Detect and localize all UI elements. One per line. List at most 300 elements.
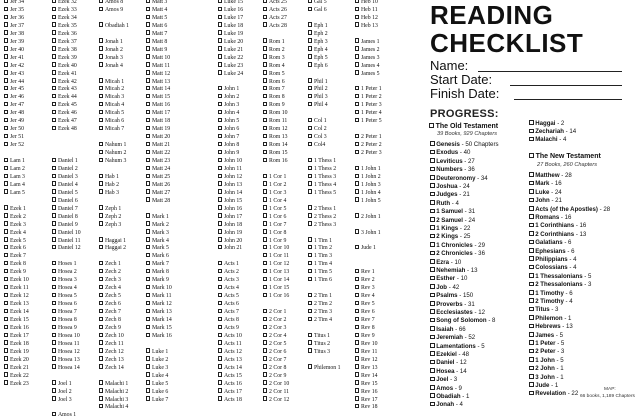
- chapter-item[interactable]: [355, 101, 382, 109]
- checkbox-icon[interactable]: [218, 30, 222, 34]
- checkbox-icon[interactable]: [218, 15, 222, 19]
- checkbox-icon[interactable]: [146, 70, 150, 74]
- checkbox-icon[interactable]: [52, 62, 56, 66]
- chapter-item[interactable]: [308, 133, 327, 141]
- chapter-item[interactable]: [355, 380, 378, 388]
- checkbox-icon[interactable]: [146, 54, 150, 58]
- checkbox-icon[interactable]: [355, 7, 359, 11]
- checkbox-icon[interactable]: [4, 70, 8, 74]
- chapter-item[interactable]: [355, 372, 378, 380]
- chapter-item[interactable]: [308, 125, 327, 133]
- checkbox-icon[interactable]: [52, 38, 56, 42]
- chapter-item[interactable]: [355, 14, 378, 22]
- chapter-item[interactable]: [218, 332, 242, 340]
- checkbox-icon[interactable]: [308, 166, 312, 170]
- checkbox-icon[interactable]: [99, 364, 103, 368]
- checkbox-icon[interactable]: [218, 380, 222, 384]
- chapter-item[interactable]: [4, 141, 24, 149]
- chapter-item[interactable]: [52, 332, 80, 340]
- checkbox-icon[interactable]: [52, 70, 56, 74]
- chapter-item[interactable]: [263, 213, 286, 221]
- chapter-item[interactable]: [4, 380, 29, 388]
- chapter-item[interactable]: [218, 244, 242, 252]
- chapter-item[interactable]: [146, 30, 167, 38]
- checkbox-icon[interactable]: [99, 325, 103, 329]
- checkbox-icon[interactable]: [355, 229, 359, 233]
- chapter-item[interactable]: [4, 117, 24, 125]
- chapter-item[interactable]: [355, 229, 381, 237]
- checkbox-icon[interactable]: [263, 54, 267, 58]
- checkbox-icon[interactable]: [430, 343, 435, 348]
- chapter-item[interactable]: [4, 276, 29, 284]
- chapter-item[interactable]: [308, 157, 336, 165]
- checkbox-icon[interactable]: [52, 54, 56, 58]
- chapter-item[interactable]: [4, 173, 25, 181]
- checkbox-icon[interactable]: [146, 277, 150, 281]
- checkbox-icon[interactable]: [99, 189, 103, 193]
- checkbox-icon[interactable]: [4, 380, 8, 384]
- checkbox-icon[interactable]: [308, 364, 312, 368]
- chapter-item[interactable]: [355, 165, 381, 173]
- checkbox-icon[interactable]: [263, 15, 267, 19]
- chapter-item[interactable]: [218, 30, 243, 38]
- checkbox-icon[interactable]: [146, 0, 150, 3]
- checkbox-icon[interactable]: [430, 225, 435, 230]
- chapter-item[interactable]: [146, 173, 170, 181]
- checkbox-icon[interactable]: [146, 94, 150, 98]
- chapter-item[interactable]: [99, 396, 128, 404]
- chapter-item[interactable]: [146, 117, 170, 125]
- chapter-item[interactable]: [218, 300, 239, 308]
- checkbox-icon[interactable]: [218, 396, 222, 400]
- chapter-item[interactable]: [4, 157, 25, 165]
- chapter-item[interactable]: [146, 260, 169, 268]
- chapter-item[interactable]: [146, 181, 170, 189]
- checkbox-icon[interactable]: [218, 372, 222, 376]
- checkbox-icon[interactable]: [263, 134, 267, 138]
- checkbox-icon[interactable]: [4, 54, 8, 58]
- chapter-item[interactable]: [146, 300, 172, 308]
- chapter-item[interactable]: [146, 101, 170, 109]
- chapter-item[interactable]: [146, 244, 169, 252]
- checkbox-icon[interactable]: [308, 340, 312, 344]
- checkbox-icon[interactable]: [99, 126, 103, 130]
- chapter-item[interactable]: [355, 62, 380, 70]
- checkbox-icon[interactable]: [355, 372, 359, 376]
- checkbox-icon[interactable]: [4, 205, 8, 209]
- checkbox-icon[interactable]: [263, 229, 267, 233]
- checkbox-icon[interactable]: [263, 237, 267, 241]
- chapter-item[interactable]: [308, 340, 330, 348]
- chapter-item[interactable]: [146, 276, 169, 284]
- checkbox-icon[interactable]: [355, 54, 359, 58]
- chapter-item[interactable]: [4, 101, 24, 109]
- checkbox-icon[interactable]: [218, 205, 222, 209]
- chapter-item[interactable]: [146, 348, 168, 356]
- chapter-item[interactable]: [99, 205, 121, 213]
- checkbox-icon[interactable]: [99, 388, 103, 392]
- chapter-item[interactable]: [308, 93, 328, 101]
- checkbox-icon[interactable]: [430, 200, 435, 205]
- checkbox-icon[interactable]: [52, 7, 56, 11]
- checkbox-icon[interactable]: [146, 364, 150, 368]
- checkbox-icon[interactable]: [263, 150, 267, 154]
- checkbox-icon[interactable]: [263, 348, 267, 352]
- chapter-item[interactable]: [218, 284, 239, 292]
- checkbox-icon[interactable]: [218, 197, 222, 201]
- chapter-item[interactable]: [218, 6, 243, 14]
- chapter-item[interactable]: [146, 221, 169, 229]
- chapter-item[interactable]: [263, 268, 289, 276]
- chapter-item[interactable]: [218, 348, 242, 356]
- checkbox-icon[interactable]: [429, 123, 434, 128]
- chapter-item[interactable]: [52, 14, 77, 22]
- checkbox-icon[interactable]: [52, 22, 56, 26]
- checkbox-icon[interactable]: [529, 231, 534, 236]
- checkbox-icon[interactable]: [99, 348, 103, 352]
- book-item[interactable]: [430, 400, 463, 409]
- checkbox-icon[interactable]: [99, 205, 103, 209]
- checkbox-icon[interactable]: [263, 197, 267, 201]
- checkbox-icon[interactable]: [263, 325, 267, 329]
- checkbox-icon[interactable]: [355, 364, 359, 368]
- chapter-item[interactable]: [4, 6, 24, 14]
- chapter-item[interactable]: [263, 22, 287, 30]
- chapter-item[interactable]: [146, 109, 170, 117]
- checkbox-icon[interactable]: [355, 333, 359, 337]
- chapter-item[interactable]: [263, 189, 286, 197]
- checkbox-icon[interactable]: [430, 301, 435, 306]
- checkbox-icon[interactable]: [52, 0, 56, 3]
- chapter-item[interactable]: [355, 340, 378, 348]
- chapter-item[interactable]: [4, 38, 24, 46]
- checkbox-icon[interactable]: [430, 158, 435, 163]
- checkbox-icon[interactable]: [146, 86, 150, 90]
- checkbox-icon[interactable]: [146, 356, 150, 360]
- checkbox-icon[interactable]: [263, 396, 267, 400]
- chapter-item[interactable]: [99, 380, 128, 388]
- chapter-item[interactable]: [52, 173, 78, 181]
- checkbox-icon[interactable]: [52, 181, 56, 185]
- checkbox-icon[interactable]: [263, 0, 267, 3]
- chapter-item[interactable]: [99, 332, 124, 340]
- checkbox-icon[interactable]: [218, 293, 222, 297]
- chapter-item[interactable]: [308, 268, 332, 276]
- checkbox-icon[interactable]: [218, 181, 222, 185]
- chapter-item[interactable]: [146, 6, 167, 14]
- chapter-item[interactable]: [218, 173, 242, 181]
- chapter-item[interactable]: [52, 396, 72, 404]
- chapter-item[interactable]: [99, 348, 124, 356]
- checkbox-icon[interactable]: [308, 317, 312, 321]
- checkbox-icon[interactable]: [4, 340, 8, 344]
- chapter-item[interactable]: [308, 46, 328, 54]
- checkbox-icon[interactable]: [146, 126, 150, 130]
- checkbox-icon[interactable]: [355, 356, 359, 360]
- chapter-item[interactable]: [218, 38, 243, 46]
- chapter-item[interactable]: [263, 348, 286, 356]
- checkbox-icon[interactable]: [355, 197, 359, 201]
- chapter-item[interactable]: [218, 197, 242, 205]
- checkbox-icon[interactable]: [4, 94, 8, 98]
- chapter-item[interactable]: [218, 85, 239, 93]
- chapter-item[interactable]: [52, 85, 77, 93]
- checkbox-icon[interactable]: [430, 251, 435, 256]
- chapter-item[interactable]: [146, 125, 170, 133]
- checkbox-icon[interactable]: [263, 309, 267, 313]
- checkbox-icon[interactable]: [218, 325, 222, 329]
- checkbox-icon[interactable]: [146, 317, 150, 321]
- checkbox-icon[interactable]: [529, 357, 534, 362]
- checkbox-icon[interactable]: [263, 388, 267, 392]
- chapter-item[interactable]: [355, 93, 382, 101]
- chapter-item[interactable]: [99, 388, 128, 396]
- chapter-item[interactable]: [4, 244, 26, 252]
- checkbox-icon[interactable]: [218, 110, 222, 114]
- chapter-item[interactable]: [99, 364, 124, 372]
- checkbox-icon[interactable]: [355, 285, 359, 289]
- checkbox-icon[interactable]: [355, 38, 359, 42]
- chapter-item[interactable]: [52, 324, 77, 332]
- chapter-item[interactable]: [263, 70, 285, 78]
- checkbox-icon[interactable]: [4, 0, 8, 3]
- chapter-item[interactable]: [308, 252, 332, 260]
- checkbox-icon[interactable]: [4, 237, 8, 241]
- checkbox-icon[interactable]: [529, 315, 534, 320]
- checkbox-icon[interactable]: [4, 15, 8, 19]
- chapter-item[interactable]: [146, 46, 167, 54]
- chapter-item[interactable]: [263, 85, 285, 93]
- checkbox-icon[interactable]: [99, 356, 103, 360]
- chapter-item[interactable]: [52, 93, 77, 101]
- chapter-item[interactable]: [4, 213, 26, 221]
- checkbox-icon[interactable]: [529, 324, 534, 329]
- chapter-item[interactable]: [52, 237, 80, 245]
- chapter-item[interactable]: [52, 340, 80, 348]
- checkbox-icon[interactable]: [52, 94, 56, 98]
- chapter-item[interactable]: [146, 284, 172, 292]
- checkbox-icon[interactable]: [355, 293, 359, 297]
- checkbox-icon[interactable]: [4, 285, 8, 289]
- chapter-item[interactable]: [263, 372, 286, 380]
- checkbox-icon[interactable]: [355, 348, 359, 352]
- checkbox-icon[interactable]: [430, 335, 435, 340]
- chapter-item[interactable]: [308, 181, 336, 189]
- checkbox-icon[interactable]: [99, 174, 103, 178]
- chapter-item[interactable]: [218, 316, 239, 324]
- checkbox-icon[interactable]: [430, 402, 435, 407]
- checkbox-icon[interactable]: [52, 174, 56, 178]
- chapter-item[interactable]: [52, 364, 80, 372]
- checkbox-icon[interactable]: [263, 174, 267, 178]
- checkbox-icon[interactable]: [52, 197, 56, 201]
- checkbox-icon[interactable]: [146, 285, 150, 289]
- chapter-item[interactable]: [218, 181, 242, 189]
- chapter-item[interactable]: [355, 276, 375, 284]
- checkbox-icon[interactable]: [263, 285, 267, 289]
- chapter-item[interactable]: [263, 101, 285, 109]
- checkbox-icon[interactable]: [355, 174, 359, 178]
- chapter-item[interactable]: [308, 117, 327, 125]
- chapter-item[interactable]: [99, 237, 126, 245]
- checkbox-icon[interactable]: [52, 364, 56, 368]
- chapter-item[interactable]: [4, 316, 29, 324]
- chapter-item[interactable]: [218, 125, 239, 133]
- chapter-item[interactable]: [99, 300, 121, 308]
- chapter-item[interactable]: [52, 300, 77, 308]
- checkbox-icon[interactable]: [529, 214, 534, 219]
- chapter-item[interactable]: [308, 332, 330, 340]
- chapter-item[interactable]: [4, 93, 24, 101]
- chapter-item[interactable]: [4, 300, 29, 308]
- chapter-item[interactable]: [52, 22, 77, 30]
- chapter-item[interactable]: [308, 173, 336, 181]
- checkbox-icon[interactable]: [263, 102, 267, 106]
- checkbox-icon[interactable]: [52, 78, 56, 82]
- checkbox-icon[interactable]: [529, 298, 534, 303]
- checkbox-icon[interactable]: [218, 70, 222, 74]
- chapter-item[interactable]: [4, 356, 29, 364]
- checkbox-icon[interactable]: [146, 181, 150, 185]
- chapter-item[interactable]: [355, 244, 376, 252]
- checkbox-icon[interactable]: [4, 317, 8, 321]
- chapter-item[interactable]: [99, 284, 121, 292]
- chapter-item[interactable]: [308, 348, 330, 356]
- chapter-item[interactable]: [52, 109, 77, 117]
- checkbox-icon[interactable]: [263, 205, 267, 209]
- checkbox-icon[interactable]: [218, 150, 222, 154]
- chapter-item[interactable]: [4, 237, 26, 245]
- checkbox-icon[interactable]: [355, 309, 359, 313]
- checkbox-icon[interactable]: [355, 404, 359, 408]
- chapter-item[interactable]: [218, 54, 243, 62]
- chapter-item[interactable]: [146, 364, 168, 372]
- checkbox-icon[interactable]: [263, 46, 267, 50]
- checkbox-icon[interactable]: [263, 181, 267, 185]
- checkbox-icon[interactable]: [146, 7, 150, 11]
- chapter-item[interactable]: [99, 316, 121, 324]
- chapter-item[interactable]: [52, 117, 77, 125]
- checkbox-icon[interactable]: [218, 237, 222, 241]
- checkbox-icon[interactable]: [146, 102, 150, 106]
- checkbox-icon[interactable]: [308, 348, 312, 352]
- chapter-item[interactable]: [52, 46, 77, 54]
- chapter-item[interactable]: [146, 85, 170, 93]
- checkbox-icon[interactable]: [4, 356, 8, 360]
- chapter-item[interactable]: [308, 22, 328, 30]
- chapter-item[interactable]: [4, 324, 29, 332]
- checkbox-icon[interactable]: [99, 181, 103, 185]
- chapter-item[interactable]: [355, 38, 380, 46]
- chapter-item[interactable]: [355, 300, 375, 308]
- checkbox-icon[interactable]: [218, 7, 222, 11]
- checkbox-icon[interactable]: [99, 245, 103, 249]
- chapter-item[interactable]: [4, 30, 24, 38]
- checkbox-icon[interactable]: [430, 242, 435, 247]
- checkbox-icon[interactable]: [529, 240, 534, 245]
- chapter-item[interactable]: [355, 189, 381, 197]
- chapter-item[interactable]: [52, 205, 78, 213]
- chapter-item[interactable]: [355, 396, 378, 404]
- checkbox-icon[interactable]: [529, 290, 534, 295]
- chapter-item[interactable]: [4, 308, 29, 316]
- checkbox-icon[interactable]: [52, 205, 56, 209]
- checkbox-icon[interactable]: [146, 261, 150, 265]
- checkbox-icon[interactable]: [529, 382, 534, 387]
- checkbox-icon[interactable]: [263, 189, 267, 193]
- checkbox-icon[interactable]: [218, 174, 222, 178]
- chapter-item[interactable]: [308, 221, 336, 229]
- chapter-item[interactable]: [146, 70, 170, 78]
- checkbox-icon[interactable]: [529, 198, 534, 203]
- checkbox-icon[interactable]: [430, 351, 435, 356]
- checkbox-icon[interactable]: [529, 172, 534, 177]
- chapter-item[interactable]: [52, 165, 78, 173]
- chapter-item[interactable]: [4, 125, 24, 133]
- checkbox-icon[interactable]: [4, 293, 8, 297]
- chapter-item[interactable]: [99, 324, 121, 332]
- chapter-item[interactable]: [308, 205, 336, 213]
- checkbox-icon[interactable]: [146, 15, 150, 19]
- checkbox-icon[interactable]: [99, 86, 103, 90]
- checkbox-icon[interactable]: [218, 229, 222, 233]
- checkbox-icon[interactable]: [52, 277, 56, 281]
- checkbox-icon[interactable]: [529, 282, 534, 287]
- chapter-item[interactable]: [218, 237, 242, 245]
- checkbox-icon[interactable]: [146, 110, 150, 114]
- chapter-item[interactable]: [218, 133, 239, 141]
- chapter-item[interactable]: [308, 244, 332, 252]
- chapter-item[interactable]: [263, 364, 286, 372]
- checkbox-icon[interactable]: [529, 153, 534, 158]
- checkbox-icon[interactable]: [308, 237, 312, 241]
- checkbox-icon[interactable]: [529, 181, 534, 186]
- chapter-item[interactable]: [218, 70, 243, 78]
- book-item[interactable]: [529, 135, 566, 144]
- checkbox-icon[interactable]: [99, 221, 103, 225]
- chapter-item[interactable]: [218, 141, 239, 149]
- chapter-item[interactable]: [52, 181, 78, 189]
- checkbox-icon[interactable]: [529, 349, 534, 354]
- checkbox-icon[interactable]: [146, 30, 150, 34]
- chapter-item[interactable]: [146, 157, 170, 165]
- checkbox-icon[interactable]: [99, 317, 103, 321]
- checkbox-icon[interactable]: [146, 269, 150, 273]
- chapter-item[interactable]: [99, 181, 119, 189]
- checkbox-icon[interactable]: [355, 340, 359, 344]
- checkbox-icon[interactable]: [218, 340, 222, 344]
- checkbox-icon[interactable]: [99, 333, 103, 337]
- chapter-item[interactable]: [263, 396, 289, 404]
- chapter-item[interactable]: [99, 85, 124, 93]
- chapter-item[interactable]: [263, 157, 288, 165]
- chapter-item[interactable]: [52, 197, 78, 205]
- checkbox-icon[interactable]: [308, 261, 312, 265]
- checkbox-icon[interactable]: [308, 221, 312, 225]
- checkbox-icon[interactable]: [430, 175, 435, 180]
- chapter-item[interactable]: [263, 54, 285, 62]
- chapter-item[interactable]: [99, 260, 121, 268]
- chapter-item[interactable]: [308, 6, 327, 14]
- chapter-item[interactable]: [99, 93, 124, 101]
- checkbox-icon[interactable]: [355, 166, 359, 170]
- checkbox-icon[interactable]: [263, 86, 267, 90]
- checkbox-icon[interactable]: [146, 158, 150, 162]
- checkbox-icon[interactable]: [99, 54, 103, 58]
- checkbox-icon[interactable]: [355, 134, 359, 138]
- chapter-item[interactable]: [308, 237, 332, 245]
- chapter-item[interactable]: [263, 46, 285, 54]
